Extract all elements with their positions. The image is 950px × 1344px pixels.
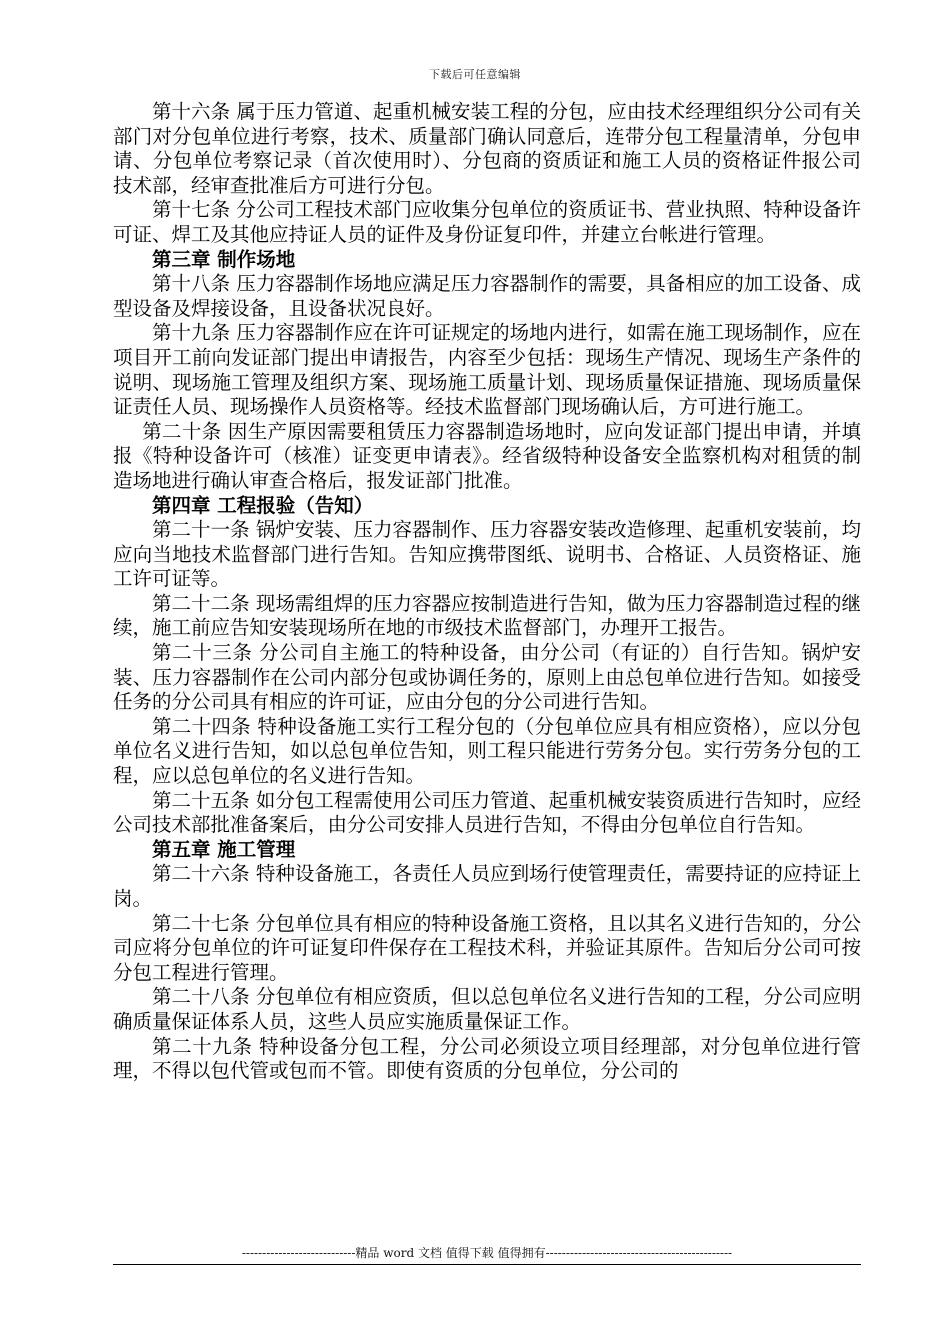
article-19: 第十九条 压力容器制作应在许可证规定的场地内进行，如需在施工现场制作，应在项目开工前向发证部门提出申请报告，内容至少包括：现场生产情况、现场生产条件的说明、现场施工管理及组织方案、现场施工质量计划、现场质量保证措施、现场质量保证责任人员、现场操作人员资格等。经技术监督部门现场确认后，方可进行施工。 xyxy=(113,321,861,419)
article-20: 第二十条 因生产原因需要租赁压力容器制造场地时，应向发证部门提出申请，并填报《特种设备许可（核准）证变更申请表》。经省级特种设备安全监察机构对租赁的制造场地进行确认审查合格后，报发证部门批准。 xyxy=(113,419,861,492)
page-header: 下载后可任意编辑 xyxy=(429,68,521,81)
chapter-3-heading: 第三章 制作场地 xyxy=(152,247,296,271)
article-27: 第二十七条 分包单位具有相应的特种设备施工资格，且以其名义进行告知的，分公司应将分包单位的许可证复印件保存在工程技术科，并验证其原件。告知后分公司可按分包工程进行管理。 xyxy=(113,911,861,984)
article-28: 第二十八条 分包单位有相应资质，但以总包单位名义进行告知的工程，分公司应明确质量保证体系人员，这些人员应实施质量保证工作。 xyxy=(113,985,861,1033)
article-17: 第十七条 分公司工程技术部门应收集分包单位的资质证书、营业执照、特种设备许可证、焊工及其他应持证人员的证件及身份证复印件，并建立台帐进行管理。 xyxy=(113,198,861,246)
article-16: 第十六条 属于压力管道、起重机械安装工程的分包，应由技术经理组织分公司有关部门对分包单位进行考察，技术、质量部门确认同意后，连带分包工程量清单，分包申请、分包单位考察记录（首次使用时）、分包商的资质证和施工人员的资格证件报公司技术部，经审查批准后方可进行分包。 xyxy=(113,100,861,197)
chapter-5-heading: 第五章 施工管理 xyxy=(152,837,296,861)
footer-divider xyxy=(113,1264,861,1265)
article-18: 第十八条 压力容器制作场地应满足压力容器制作的需要，具备相应的加工设备、成型设备及焊接设备，且设备状况良好。 xyxy=(113,272,861,320)
article-24: 第二十四条 特种设备施工实行工程分包的（分包单位应具有相应资格），应以分包单位名义进行告知，如以总包单位告知，则工程只能进行劳务分包。实行劳务分包的工程，应以总包单位的名义进行告知。 xyxy=(113,714,861,788)
article-26: 第二十六条 特种设备施工，各责任人员应到场行使管理责任，需要持证的应持证上岗。 xyxy=(113,862,861,910)
page-footer: ----------------------------精品 word 文档 值得下载 值得拥有---------------------------------------------- xyxy=(241,1246,733,1260)
article-25: 第二十五条 如分包工程需使用公司压力管道、起重机械安装资质进行告知时，应经公司技术部批准备案后，由分公司安排人员进行告知，不得由分包单位自行告知。 xyxy=(113,788,861,837)
article-22: 第二十二条 现场需组焊的压力容器应按制造进行告知，做为压力容器制造过程的继续，施工前应告知安装现场所在地的市级技术监督部门，办理开工报告。 xyxy=(113,591,861,640)
document-body xyxy=(113,100,861,1084)
article-21: 第二十一条 锅炉安装、压力容器制作、压力容器安装改造修理、起重机安装前，均应向当地技术监督部门进行告知。告知应携带图纸、说明书、合格证、人员资格证、施工许可证等。 xyxy=(113,518,861,591)
chapter-4-heading: 第四章 工程报验（告知） xyxy=(152,493,374,517)
article-23: 第二十三条 分公司自主施工的特种设备，由分公司（有证的）自行告知。锅炉安装、压力容器制作在公司内部分包或协调任务的，原则上由总包单位进行告知。如接受任务的分公司具有相应的许可证，应由分包的分公司进行告知。 xyxy=(113,641,861,714)
article-29: 第二十九条 特种设备分包工程，分公司必须设立项目经理部，对分包单位进行管理，不得以包代管或包而不管。即使有资质的分包单位，分公司的 xyxy=(113,1034,861,1083)
